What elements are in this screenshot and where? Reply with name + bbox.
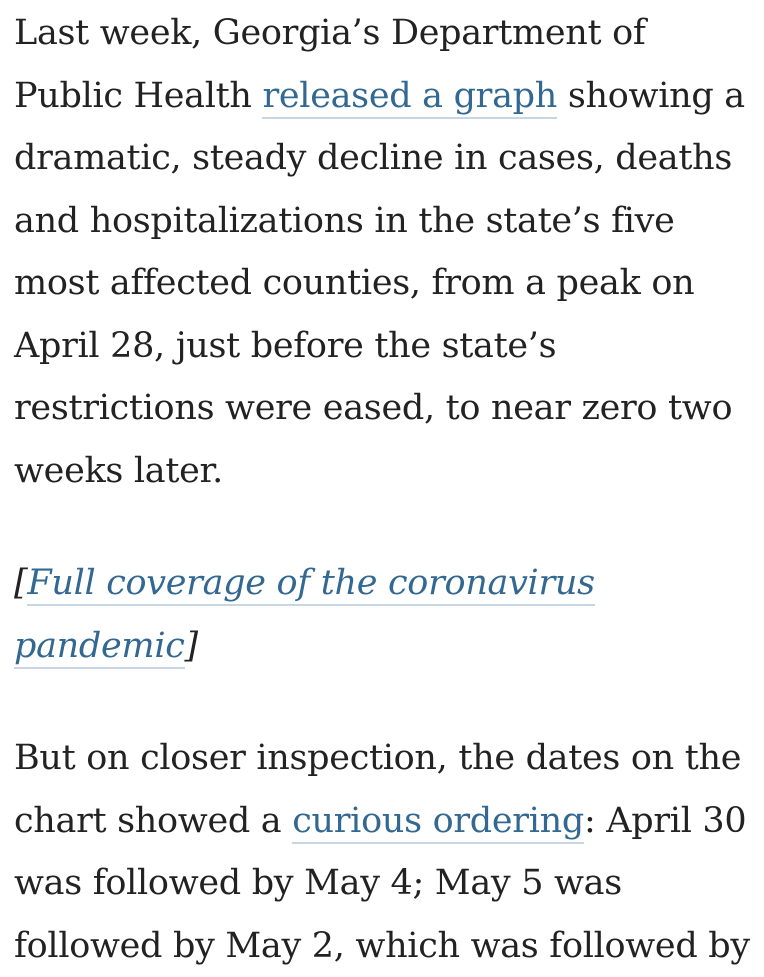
paragraph-spacer [14, 502, 754, 552]
curious-ordering-link[interactable]: curious ordering [292, 801, 584, 844]
paragraph-text: Last week, Georgia’s Department of Public Health [14, 13, 646, 116]
paragraph-text: showing a dramatic, steady decline in cases, deaths and hospitalizations in the state’s five most affected counties, from a peak on April 28, just before the state’s restrictions were eased, to near zero two weeks later. [14, 75, 745, 491]
released-a-graph-link[interactable]: released a graph [262, 76, 557, 119]
paragraph-text: : April 30 was followed by May 4; May 5 was followed by May 2, which was followed by [14, 800, 750, 966]
open-bracket: [ [14, 563, 28, 603]
paragraph-georgia-graph [14, 2, 754, 502]
close-bracket: ] [184, 625, 198, 666]
paragraph-curious-ordering [14, 727, 754, 977]
paragraph-text: But on closer inspection, the dates on the chart showed a [14, 738, 742, 841]
full-coverage-promo [14, 552, 754, 677]
full-coverage-link[interactable]: Full coverage of the coronavirus pandemic [14, 563, 595, 669]
paragraph-spacer [14, 677, 754, 727]
article-body [14, 2, 754, 977]
